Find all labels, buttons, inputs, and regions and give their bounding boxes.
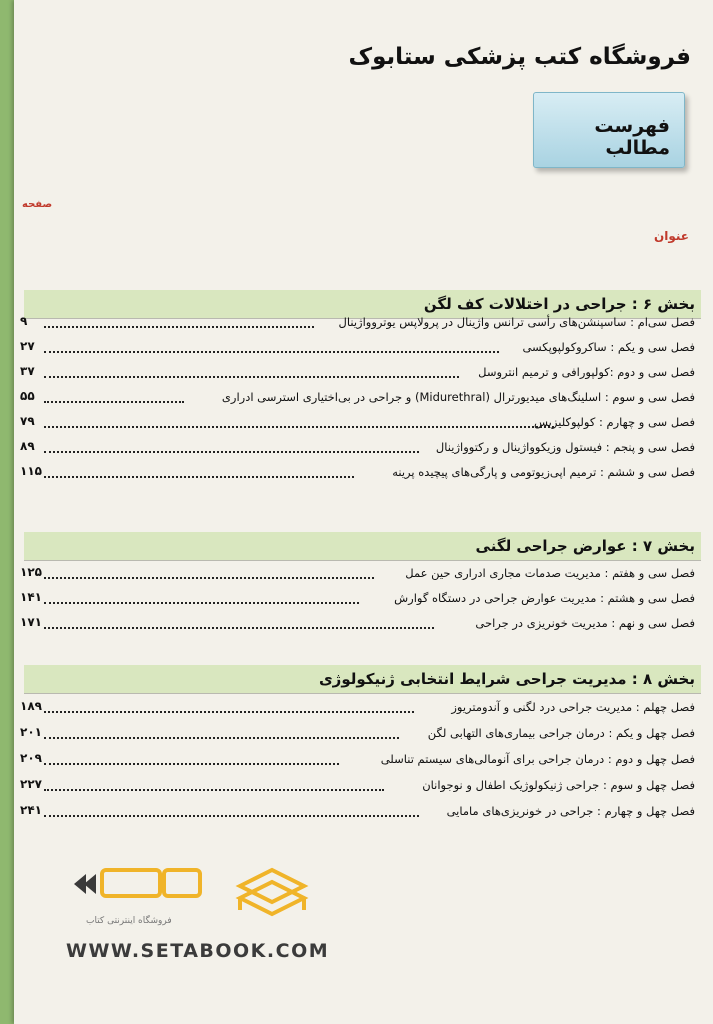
toc-entry[interactable] <box>14 337 713 359</box>
page-column-label: صفحه <box>22 199 53 210</box>
dot-leader <box>44 401 184 403</box>
dot-leader <box>44 711 414 713</box>
dot-leader <box>44 376 459 378</box>
toc-entry[interactable] <box>14 775 713 797</box>
dot-leader <box>44 737 399 739</box>
entry-page: ۱۸۹ <box>20 699 42 713</box>
toc-title: فهرست مطالب <box>594 115 670 159</box>
entry-page: ۱۲۵ <box>20 565 42 579</box>
entry-title: فصل سی و پنجم : فیستول وزیکوواژینال و رکتوواژینال <box>435 440 695 454</box>
dot-leader <box>44 815 419 817</box>
entry-page: ۸۹ <box>20 439 35 453</box>
dot-leader <box>44 476 354 478</box>
entry-title: فصل سی و نهم : مدیریت خونریزی در جراحی <box>475 616 695 630</box>
entry-page: ۲۲۷ <box>20 777 42 791</box>
entry-title: فصل چهلم : مدیریت جراحی درد لگنی و آندومتریوز <box>451 700 695 714</box>
entry-title: فصل سی و یکم : ساکروکولپوپکسی <box>522 340 695 354</box>
section-title: بخش ۶ : جراحی در اختلالات کف لگن <box>423 295 695 313</box>
section-title: بخش ۸ : مدیریت جراحی شرایط انتخابی ژنیکولوژی <box>318 670 695 688</box>
entry-page: ۱۱۵ <box>20 464 42 478</box>
entry-page: ۱۷۱ <box>20 615 42 629</box>
toc-entry[interactable] <box>14 723 713 745</box>
entry-title: فصل سی و چهارم : کولپوکلیزیس <box>534 415 695 429</box>
dot-leader <box>44 426 554 428</box>
store-title: فروشگاه کتب پزشکی ستابوک <box>348 44 691 70</box>
entry-page: ۷۹ <box>20 414 35 428</box>
toc-entry[interactable] <box>14 362 713 384</box>
entry-title: فصل سی و هشتم : مدیریت عوارض جراحی در دستگاه گوارش <box>394 591 695 605</box>
toc-entry[interactable] <box>14 462 713 484</box>
dot-leader <box>44 789 384 791</box>
logo-tagline: فروشگاه اینترنتی کتاب <box>86 916 172 926</box>
entry-title: فصل سی و سوم : اسلینگ‌های میدیورترال (Midurethral) و جراحی در بی‌اختیاری استرسی ادراری <box>221 390 695 404</box>
entry-title: فصل چهل و چهارم : جراحی در خونریزی‌های مامایی <box>446 804 695 818</box>
entry-title: فصل چهل و یکم : درمان جراحی بیماری‌های التهابی لگن <box>427 726 695 740</box>
dot-leader <box>44 602 359 604</box>
toc-entry[interactable] <box>14 412 713 434</box>
entry-page: ۲۴۱ <box>20 803 42 817</box>
toc-entry[interactable] <box>14 387 713 409</box>
dot-leader <box>44 326 314 328</box>
entry-title: فصل چهل و سوم : جراحی ژنیکولوژیک اطفال و نوجوانان <box>422 778 695 792</box>
entry-page: ۱۴۱ <box>20 590 42 604</box>
entry-title: فصل چهل و دوم : درمان جراحی برای آنومالی‌های سیستم تناسلی <box>380 752 695 766</box>
toc-entry[interactable] <box>14 437 713 459</box>
toc-entry[interactable] <box>14 588 713 610</box>
entry-page: ۳۷ <box>20 364 35 378</box>
entry-title: فصل سی و ششم : ترمیم اپی‌زیوتومی و پارگی‌های پیچیده پرینه <box>392 465 695 479</box>
entry-page: ۲۰۹ <box>20 751 42 765</box>
entry-title: فصل سی و دوم :کولپورافی و ترمیم انتروسل <box>478 365 695 379</box>
dot-leader <box>44 627 434 629</box>
toc-entry[interactable] <box>14 697 713 719</box>
toc-entry[interactable] <box>14 312 713 334</box>
section-title: بخش ۷ : عوارض جراحی لگنی <box>475 537 695 555</box>
toc-entry[interactable] <box>14 801 713 823</box>
dot-leader <box>44 451 419 453</box>
title-column-label: عنوان <box>654 229 689 243</box>
toc-entry[interactable] <box>14 749 713 771</box>
entry-page: ۵۵ <box>20 389 35 403</box>
divider <box>24 560 701 561</box>
toc-entry[interactable] <box>14 613 713 635</box>
dot-leader <box>44 763 339 765</box>
entry-title: فصل سی و هفتم : مدیریت صدمات مجاری ادراری حین عمل <box>405 566 695 580</box>
website-url[interactable]: WWW.SETABOOK.COM <box>66 940 330 962</box>
dot-leader <box>44 351 499 353</box>
entry-page: ۲۰۱ <box>20 725 42 739</box>
entry-page: ۹ <box>20 314 28 328</box>
entry-title: فصل سی‌ام : ساسپنشن‌های رأسی ترانس واژینال در پرولاپس یوترو‌واژینال <box>338 315 695 329</box>
document-page <box>14 0 713 1024</box>
toc-title-box <box>533 92 685 168</box>
divider <box>24 693 701 694</box>
dot-leader <box>44 577 374 579</box>
toc-entry[interactable] <box>14 563 713 585</box>
entry-page: ۲۷ <box>20 339 35 353</box>
